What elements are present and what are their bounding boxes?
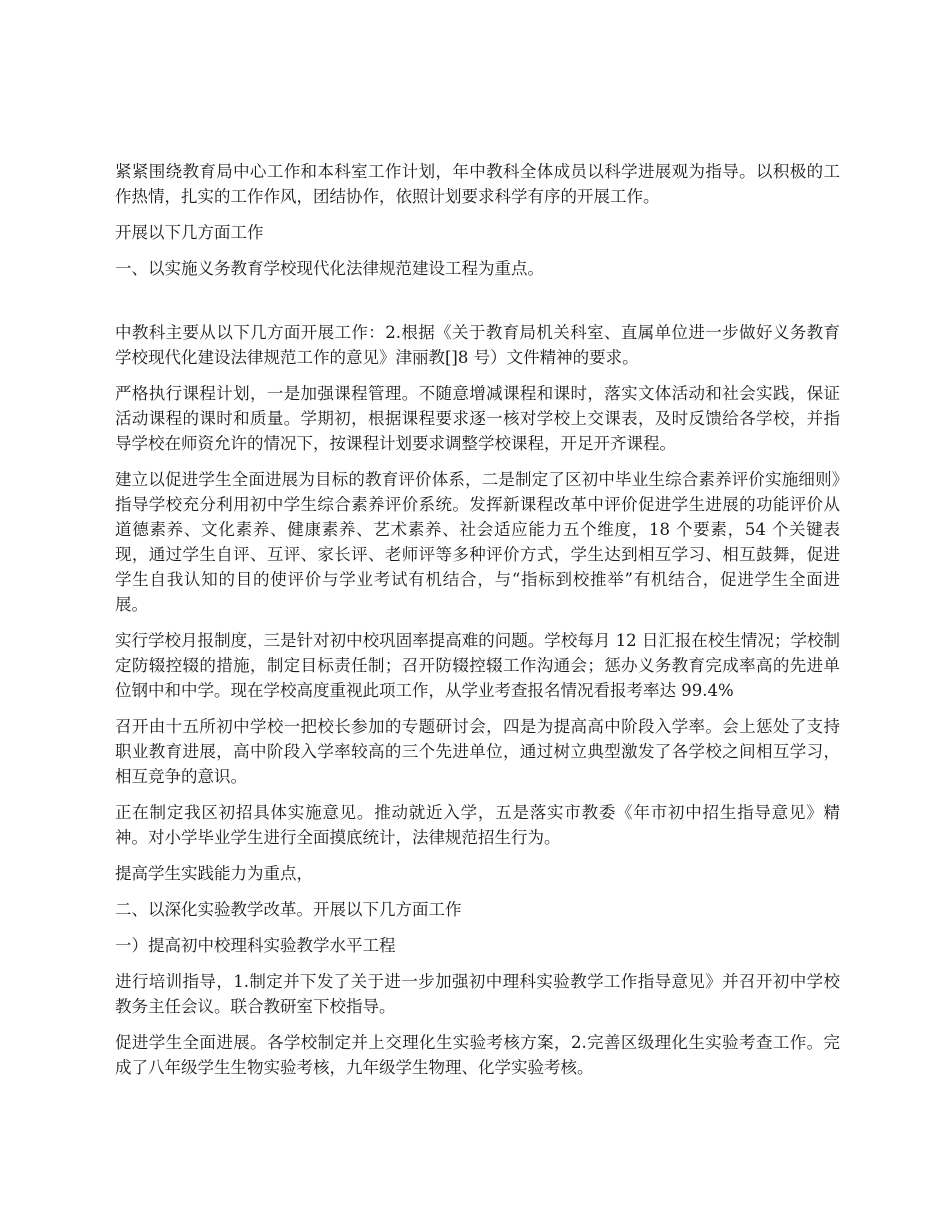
paragraph-main-work: 中教科主要从以下几方面开展工作：2.根据《关于教育局机关科室、直属单位进一步做好义务教育学校现代化建设法律规范工作的意见》津丽教[]8 号）文件精神的要求。 bbox=[115, 323, 840, 367]
paragraph-work-aspects: 开展以下几方面工作 bbox=[115, 223, 264, 242]
section-heading-2: 二、以深化实验教学改革。开展以下几方面工作 bbox=[115, 900, 462, 919]
subsection-heading-1: 一）提高初中校理科实验教学水平工程 bbox=[115, 936, 396, 955]
paragraph-enrollment: 正在制定我区初招具体实施意见。推动就近入学，五是落实市教委《年市初中招生指导意见》精神。对小学毕业学生进行全面摸底统计，法律规范招生行为。 bbox=[115, 803, 840, 847]
document-body bbox=[115, 159, 840, 1091]
paragraph-seminar: 召开由十五所初中学校一把校长参加的专题研讨会，四是为提高高中阶段入学率。会上惩处了支持职业教育进展，高中阶段入学率较高的三个先进单位，通过树立典型激发了各学校之间相互学习，相互竞争的意识。 bbox=[115, 717, 840, 786]
paragraph-intro: 紧紧围绕教育局中心工作和本科室工作计划，年中教科全体成员以科学进展观为指导。以积极的工作热情，扎实的工作作风，团结协作，依照计划要求科学有序的开展工作。 bbox=[115, 162, 840, 206]
paragraph-evaluation-system: 建立以促进学生全面进展为目标的教育评价体系，二是制定了区初中毕业生综合素养评价实施细则》指导学校充分利用初中学生综合素养评价系统。发挥新课程改革中评价促进学生进展的功能评价从道德素养、文化素养、健康素养、艺术素养、社会适应能力五个维度，18 个要素，54 个关键表现，通过学生自评、互评、家长评、老师评等多种评价方式，学生达到相互学习、相互鼓舞，促进学生自我认知的目的使评价与学业考试有机结合，与“指标到校推举”有机结合，促进学生全面进展。 bbox=[115, 470, 840, 614]
blank-spacer bbox=[115, 292, 840, 320]
paragraph-monthly-report: 实行学校月报制度，三是针对初中校巩固率提高难的问题。学校每月 12 日汇报在校生情况；学校制定防辍控辍的措施，制定目标责任制；召开防辍控辍工作沟通会；惩办义务教育完成率高的先进单位钢中和中学。现在学校高度重视此项工作，从学业考查报名情况看报考率达 99.4% bbox=[115, 631, 840, 700]
paragraph-practice-ability: 提高学生实践能力为重点， bbox=[115, 864, 313, 883]
paragraph-lab-assessment: 促进学生全面进展。各学校制定并上交理化生实验考核方案，2.完善区级理化生实验考查工作。完成了八年级学生生物实验考核，九年级学生物理、化学实验考核。 bbox=[115, 1033, 840, 1077]
paragraph-curriculum: 严格执行课程计划，一是加强课程管理。不随意增减课程和课时，落实文体活动和社会实践，保证活动课程的课时和质量。学期初，根据课程要求逐一核对学校上交课表，及时反馈给各学校，并指导学校在师资允许的情况下，按课程计划要求调整学校课程，开足开齐课程。 bbox=[115, 384, 840, 453]
section-heading-1: 一、以实施义务教育学校现代化法律规范建设工程为重点。 bbox=[115, 259, 544, 278]
paragraph-training: 进行培训指导，1.制定并下发了关于进一步加强初中理科实验教学工作指导意见》并召开初中学校教务主任会议。联合教研室下校指导。 bbox=[115, 972, 840, 1016]
